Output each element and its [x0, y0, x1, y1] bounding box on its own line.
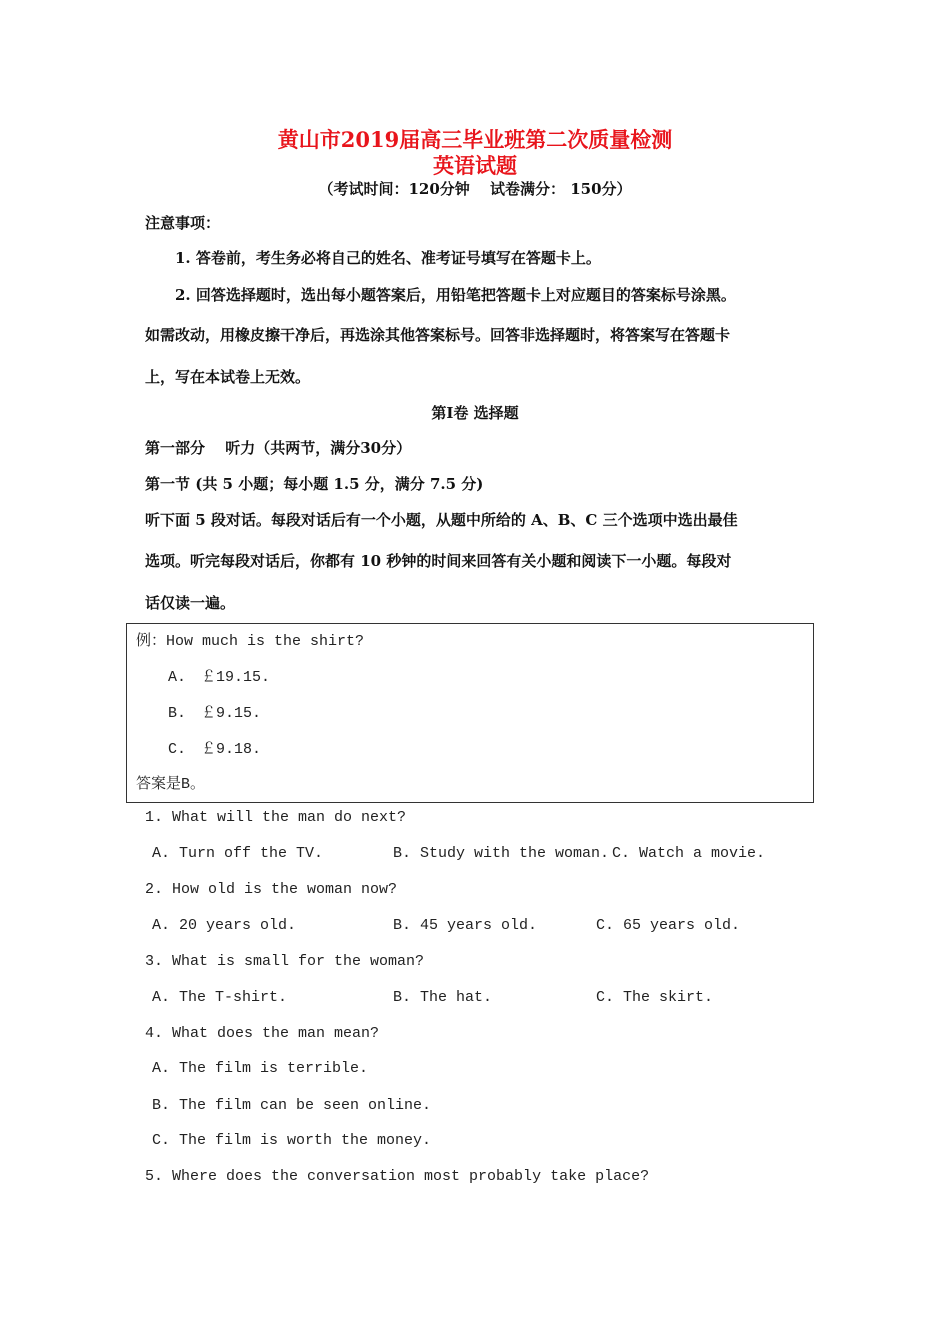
q4-option-c: C. The film is worth the money.	[152, 1132, 432, 1149]
notice-item-1: 1. 答卷前，考生务必将自己的姓名、准考证号填写在答题卡上。	[175, 249, 601, 267]
q2-option-a: A. 20 years old.	[152, 917, 297, 934]
q2-option-c: C. 65 years old.	[596, 917, 741, 934]
question-2: 2. How old is the woman now?	[145, 881, 398, 898]
instruction-line-3: 话仅读一遍。	[145, 594, 236, 612]
q3-option-a: A. The T-shirt.	[152, 989, 288, 1006]
exam-info: （考试时间：120分钟 试卷满分： 150分）	[318, 180, 632, 198]
example-question: 例：How much is the shirt?	[136, 633, 365, 650]
question-5: 5. Where does the conversation most probably take place?	[145, 1168, 650, 1185]
q1-option-c: C. Watch a movie.	[612, 845, 766, 862]
notice-item-2-end: 上，写在本试卷上无效。	[145, 368, 311, 386]
instruction-line-1: 听下面 5 段对话。每段对话后有一个小题，从题中所给的 A、B、C 三个选项中选出最佳	[145, 511, 738, 529]
q1-option-b: B. Study with the woman.	[393, 845, 610, 862]
question-3: 3. What is small for the woman?	[145, 953, 425, 970]
example-option-b: B. ￡9.15.	[168, 705, 262, 722]
example-answer: 答案是B。	[136, 776, 206, 793]
q4-option-b: B. The film can be seen online.	[152, 1097, 432, 1114]
subsection-heading: 第一节 (共 5 小题；每小题 1.5 分，满分 7.5 分)	[145, 475, 484, 493]
question-1: 1. What will the man do next?	[145, 809, 407, 826]
q2-option-b: B. 45 years old.	[393, 917, 538, 934]
exam-subtitle: 英语试题	[433, 153, 517, 178]
notice-heading: 注意事项：	[145, 214, 221, 232]
notice-item-2: 2. 回答选择题时，选出每小题答案后，用铅笔把答题卡上对应题目的答案标号涂黑。	[175, 286, 736, 304]
q3-option-b: B. The hat.	[393, 989, 493, 1006]
part-heading: 第一部分 听力（共两节，满分30分）	[145, 439, 412, 457]
example-option-a: A. ￡19.15.	[168, 669, 271, 686]
volume-title: 第Ⅰ卷 选择题	[431, 404, 519, 422]
notice-item-2-cont: 如需改动，用橡皮擦干净后，再选涂其他答案标号。回答非选择题时，将答案写在答题卡	[145, 326, 731, 344]
q4-option-a: A. The film is terrible.	[152, 1060, 369, 1077]
q1-option-a: A. Turn off the TV.	[152, 845, 324, 862]
example-option-c: C. ￡9.18.	[168, 741, 262, 758]
question-4: 4. What does the man mean?	[145, 1025, 380, 1042]
q3-option-c: C. The skirt.	[596, 989, 714, 1006]
instruction-line-2: 选项。听完每段对话后，你都有 10 秒钟的时间来回答有关小题和阅读下一小题。每段对	[145, 552, 732, 570]
exam-title: 黄山市2019届高三毕业班第二次质量检测	[277, 127, 673, 152]
